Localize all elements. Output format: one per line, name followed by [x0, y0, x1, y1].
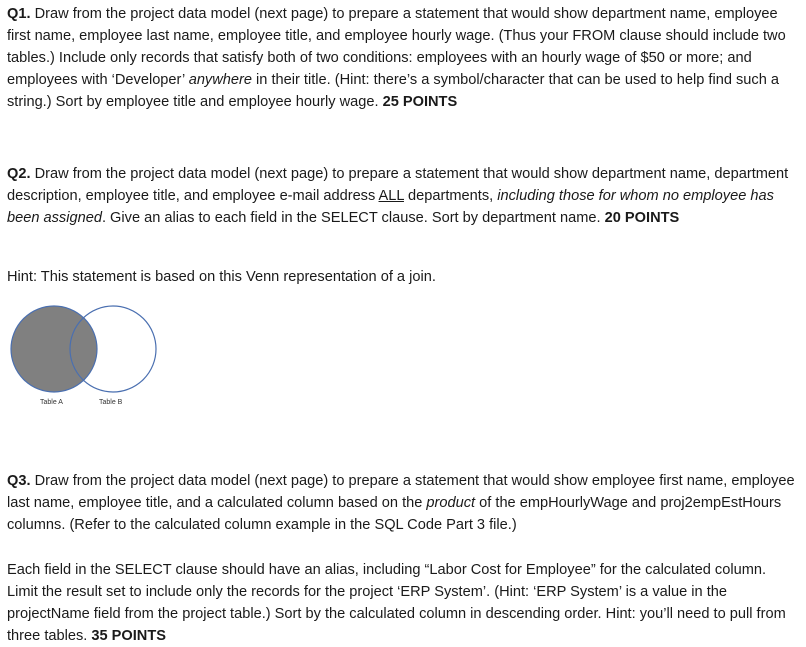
venn-label-b: Table B [99, 399, 123, 406]
venn-diagram [6, 302, 162, 412]
question-3-number: Q3. [7, 473, 31, 489]
question-3-points: 35 POINTS [91, 628, 166, 644]
question-2-number: Q2. [7, 166, 31, 182]
question-1 [7, 3, 799, 113]
question-1-number: Q1. [7, 6, 31, 22]
question-1-text-a: Draw from the project data model (next page) to prepare a statement that would show department name, employee first name, employee last name, employee title, and employee hourly wage. (Thus your FROM clause should include two tables.) Include only records that satisfy both of two conditions: employees with an hourly wage of $50 or more; and employees with ‘Developer’ [7, 6, 786, 88]
question-3 [7, 470, 799, 536]
question-3-para2-text: Each field in the SELECT clause should have an alias, including “Labor Cost for Employee” for the calculated column. Limit the result set to include only the records for the project ‘ERP System’. (Hint: ‘ERP System’ is a value in the projectName field from the project table.) Sort by the calculated column in descending order. Hint: you’ll need to pull from three tables. [7, 562, 786, 644]
question-1-text-b: in their title. (Hint: there’s a symbol/character that can be used to help find such a string.) Sort by employee title and employee hourly wage. [7, 72, 779, 110]
question-2 [7, 163, 799, 229]
question-2-hint: Hint: This statement is based on this Venn representation of a join. [7, 269, 436, 285]
venn-label-a: Table A [40, 399, 63, 406]
question-2-italic: including those for whom no employee has been assigned [7, 188, 774, 226]
question-3-text-a: Draw from the project data model (next page) to prepare a statement that would show employee first name, employee last name, employee title, and a calculated column based on the [7, 473, 795, 511]
question-3-italic: product [426, 495, 476, 511]
question-2-underline: ALL [378, 188, 404, 204]
question-2-text-a: Draw from the project data model (next page) to prepare a statement that would show department name, department description, employee title, and employee e-mail address [7, 166, 789, 204]
question-1-points: 25 POINTS [382, 94, 458, 110]
venn-circle-a [11, 306, 97, 392]
question-2-points: 20 POINTS [604, 210, 680, 226]
question-3-paragraph-2 [7, 559, 799, 647]
question-2-text-c: . Give an alias to each field in the SELECT clause. Sort by department name. [101, 210, 605, 226]
question-1-italic: anywhere [188, 72, 252, 88]
question-2-text-b: departments, [403, 188, 498, 204]
question-3-text-b: of the empHourlyWage and proj2empEstHours columns. (Refer to the calculated column example in the SQL Code Part 3 file.) [7, 495, 782, 533]
